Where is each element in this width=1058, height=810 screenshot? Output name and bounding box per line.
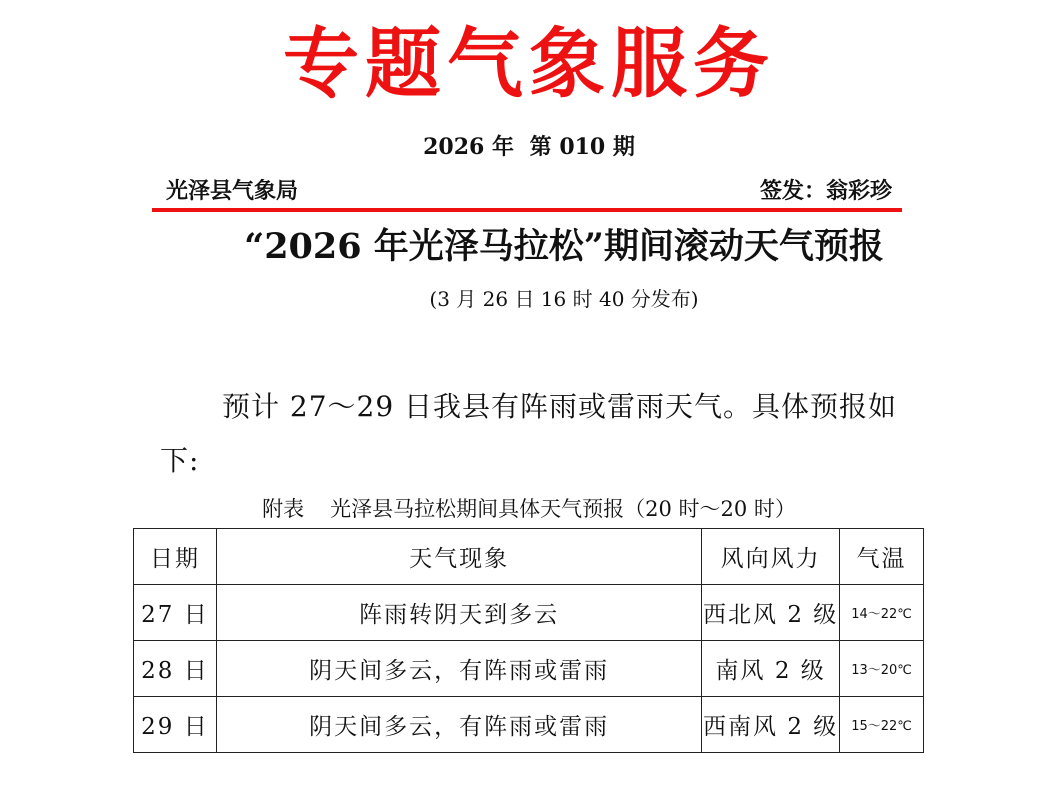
row-temperature: 15～22℃ xyxy=(840,697,924,753)
row-temperature: 13～20℃ xyxy=(840,641,924,697)
row-weather: 阵雨转阴天到多云 xyxy=(216,585,701,641)
row-wind: 西北风 2 级 xyxy=(702,585,840,641)
row-weather: 阴天间多云，有阵雨或雷雨 xyxy=(216,641,701,697)
body-paragraph: 预计 27～29 日我县有阵雨或雷雨天气。具体预报如下: xyxy=(160,390,898,477)
table-caption-label: 附表 xyxy=(262,497,305,521)
row-date: 28 日 xyxy=(134,641,217,697)
masthead-title: 专题气象服务 xyxy=(283,19,775,108)
issue-line xyxy=(0,132,1058,162)
header-date: 日期 xyxy=(134,529,217,585)
header-weather: 天气现象 xyxy=(216,529,701,585)
row-weather: 阴天间多云，有阵雨或雷雨 xyxy=(216,697,701,753)
header-wind: 风向风力 xyxy=(702,529,840,585)
issuing-organization: 光泽县气象局 xyxy=(166,178,299,204)
document-title: “2026 年光泽马拉松”期间滚动天气预报 xyxy=(244,226,884,267)
table-caption xyxy=(0,493,1058,525)
masthead-divider xyxy=(152,208,902,212)
table-caption-text: 光泽县马拉松期间具体天气预报（20 时～20 时） xyxy=(330,497,796,521)
issue-number: 第 010 期 xyxy=(529,134,635,160)
forecast-table xyxy=(133,528,924,753)
release-time: (3 月 26 日 16 时 40 分发布) xyxy=(429,287,699,311)
signer: 签发：翁彩珍 xyxy=(759,178,892,204)
table-row xyxy=(134,641,924,697)
row-wind: 南风 2 级 xyxy=(702,641,840,697)
row-temperature: 14～22℃ xyxy=(840,585,924,641)
row-date: 29 日 xyxy=(134,697,217,753)
issue-year: 2026 年 xyxy=(423,134,514,160)
table-row xyxy=(134,697,924,753)
row-date: 27 日 xyxy=(134,585,217,641)
row-wind: 西南风 2 级 xyxy=(702,697,840,753)
table-header-row xyxy=(134,529,924,585)
header-temperature: 气温 xyxy=(840,529,924,585)
table-row xyxy=(134,585,924,641)
